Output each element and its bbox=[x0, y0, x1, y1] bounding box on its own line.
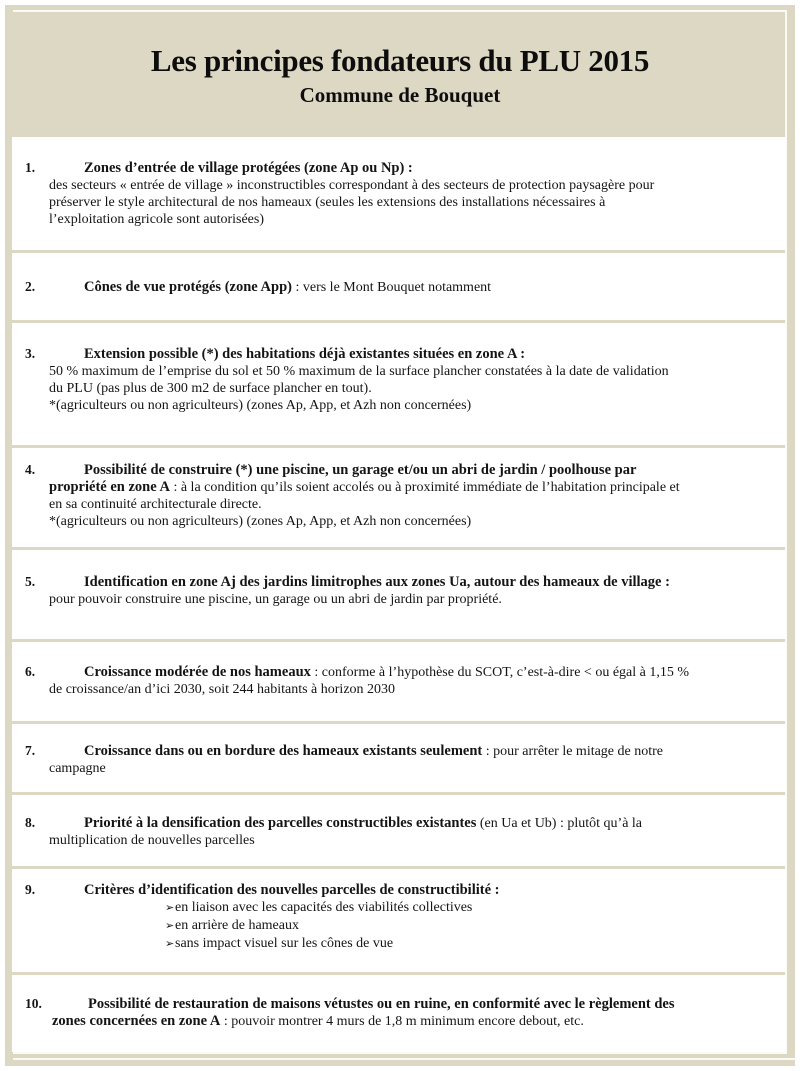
principle-item-10 bbox=[12, 975, 786, 1052]
criteria-text: en arrière de hameaux bbox=[175, 918, 299, 933]
item-heading-row bbox=[12, 881, 776, 899]
principle-item-6 bbox=[12, 642, 786, 721]
item-line2-rest: : à la condition qu’ils soient accolés ou à proximité immédiate de l’habitation principale et bbox=[169, 480, 680, 495]
item-text-line bbox=[12, 479, 776, 496]
principle-item-3 bbox=[12, 323, 786, 445]
item-heading-row bbox=[12, 345, 776, 363]
item-heading-rest: : vers le Mont Bouquet notamment bbox=[291, 280, 492, 295]
item-heading: Croissance modérée de nos hameaux bbox=[84, 664, 311, 680]
item-number: 9. bbox=[25, 882, 36, 897]
item-text-line: préserver le style architectural de nos hameaux (seules les extensions des installations nécessaires à bbox=[49, 195, 606, 210]
item-number: 10. bbox=[25, 996, 42, 1011]
item-text-line: de croissance/an d’ici 2030, soit 244 habitants à horizon 2030 bbox=[49, 682, 396, 697]
item-number: 6. bbox=[25, 664, 36, 679]
item-number: 8. bbox=[25, 815, 36, 830]
criteria-item bbox=[165, 917, 776, 935]
item-text-line: *(agriculteurs ou non agriculteurs) (zones Ap, App, et Azh non concernées) bbox=[49, 398, 472, 413]
arrow-bullet-icon: ➢ bbox=[165, 920, 175, 932]
item-heading-row bbox=[12, 573, 776, 591]
frame-bottom-rule bbox=[13, 1058, 795, 1060]
item-line2-rest: : pouvoir montrer 4 murs de 1,8 m minimum encore debout, etc. bbox=[220, 1014, 584, 1029]
item-heading-rest: : conforme à l’hypothèse du SCOT, c’est-à-dire < ou égal à 1,15 % bbox=[310, 665, 690, 680]
item-text-line: 50 % maximum de l’emprise du sol et 50 % maximum de la surface plancher constatées à la date de validation bbox=[49, 364, 669, 379]
principle-item-8 bbox=[12, 795, 786, 866]
item-number: 2. bbox=[25, 279, 36, 294]
criteria-text: en liaison avec les capacités des viabilités collectives bbox=[175, 900, 473, 915]
item-heading: Extension possible (*) des habitations déjà existantes situées en zone A : bbox=[84, 346, 526, 362]
criteria-text: sans impact visuel sur les cônes de vue bbox=[175, 936, 394, 951]
item-heading: Zones d’entrée de village protégées (zone Ap ou Np) : bbox=[84, 160, 413, 176]
item-text-line: campagne bbox=[49, 761, 106, 776]
item-heading-rest: (en Ua et Ub) : plutôt qu’à la bbox=[476, 816, 643, 831]
principle-item-5 bbox=[12, 550, 786, 639]
page-subtitle: Commune de Bouquet bbox=[299, 83, 501, 107]
item-heading-rest: : pour arrêter le mitage de notre bbox=[482, 744, 663, 759]
item-number: 4. bbox=[25, 462, 36, 477]
item-text-line: en sa continuité architecturale directe. bbox=[49, 497, 262, 512]
item-text-line: des secteurs « entrée de village » inconstructibles correspondant à des secteurs de protection paysagère pour bbox=[49, 178, 655, 193]
item-heading: Priorité à la densification des parcelles constructibles existantes bbox=[84, 815, 477, 831]
document-frame bbox=[5, 5, 795, 1066]
item-line2-bold: propriété en zone A bbox=[49, 479, 170, 495]
principle-item-2 bbox=[12, 253, 786, 320]
item-heading-row bbox=[12, 995, 776, 1013]
item-text-line: pour pouvoir construire une piscine, un garage ou un abri de jardin par propriété. bbox=[49, 592, 502, 607]
item-line2-bold: zones concernées en zone A bbox=[52, 1013, 221, 1029]
item-number: 1. bbox=[25, 160, 36, 175]
principle-item-4 bbox=[12, 448, 786, 547]
item-text-line: l’exploitation agricole sont autorisées) bbox=[49, 212, 264, 227]
page-title: Les principes fondateurs du PLU 2015 bbox=[150, 43, 650, 78]
item-heading-row bbox=[12, 814, 776, 832]
criteria-item bbox=[165, 935, 776, 953]
arrow-bullet-icon: ➢ bbox=[165, 902, 175, 914]
principle-item-9 bbox=[12, 869, 786, 972]
item-heading-row bbox=[12, 461, 776, 479]
item-text-line bbox=[12, 1013, 776, 1030]
item-number: 7. bbox=[25, 743, 36, 758]
principle-item-7 bbox=[12, 724, 786, 792]
item-heading-row bbox=[12, 278, 776, 296]
item-text-line: multiplication de nouvelles parcelles bbox=[49, 833, 255, 848]
principle-item-1 bbox=[12, 137, 786, 250]
item-heading: Identification en zone Aj des jardins limitrophes aux zones Ua, autour des hameaux de village : bbox=[84, 574, 670, 590]
document-header bbox=[5, 5, 795, 137]
item-heading: Possibilité de construire (*) une piscine, un garage et/ou un abri de jardin / poolhouse par bbox=[84, 462, 637, 478]
item-heading-row bbox=[12, 742, 776, 760]
item-heading: Cônes de vue protégés (zone App) bbox=[84, 279, 292, 295]
item-heading: Possibilité de restauration de maisons vétustes ou en ruine, en conformité avec le règlement des bbox=[88, 996, 675, 1012]
item-text-line: du PLU (pas plus de 300 m2 de surface plancher en tout). bbox=[49, 381, 372, 396]
criteria-list bbox=[12, 899, 776, 953]
criteria-item bbox=[165, 899, 776, 917]
item-number: 5. bbox=[25, 574, 36, 589]
item-text-line: *(agriculteurs ou non agriculteurs) (zones Ap, App, et Azh non concernées) bbox=[49, 514, 472, 529]
item-heading-row bbox=[12, 663, 776, 681]
item-heading-row bbox=[12, 159, 776, 177]
item-heading: Critères d’identification des nouvelles parcelles de constructibilité : bbox=[84, 882, 500, 898]
item-heading: Croissance dans ou en bordure des hameaux existants seulement bbox=[84, 743, 483, 759]
item-number: 3. bbox=[25, 346, 36, 361]
arrow-bullet-icon: ➢ bbox=[165, 938, 175, 950]
